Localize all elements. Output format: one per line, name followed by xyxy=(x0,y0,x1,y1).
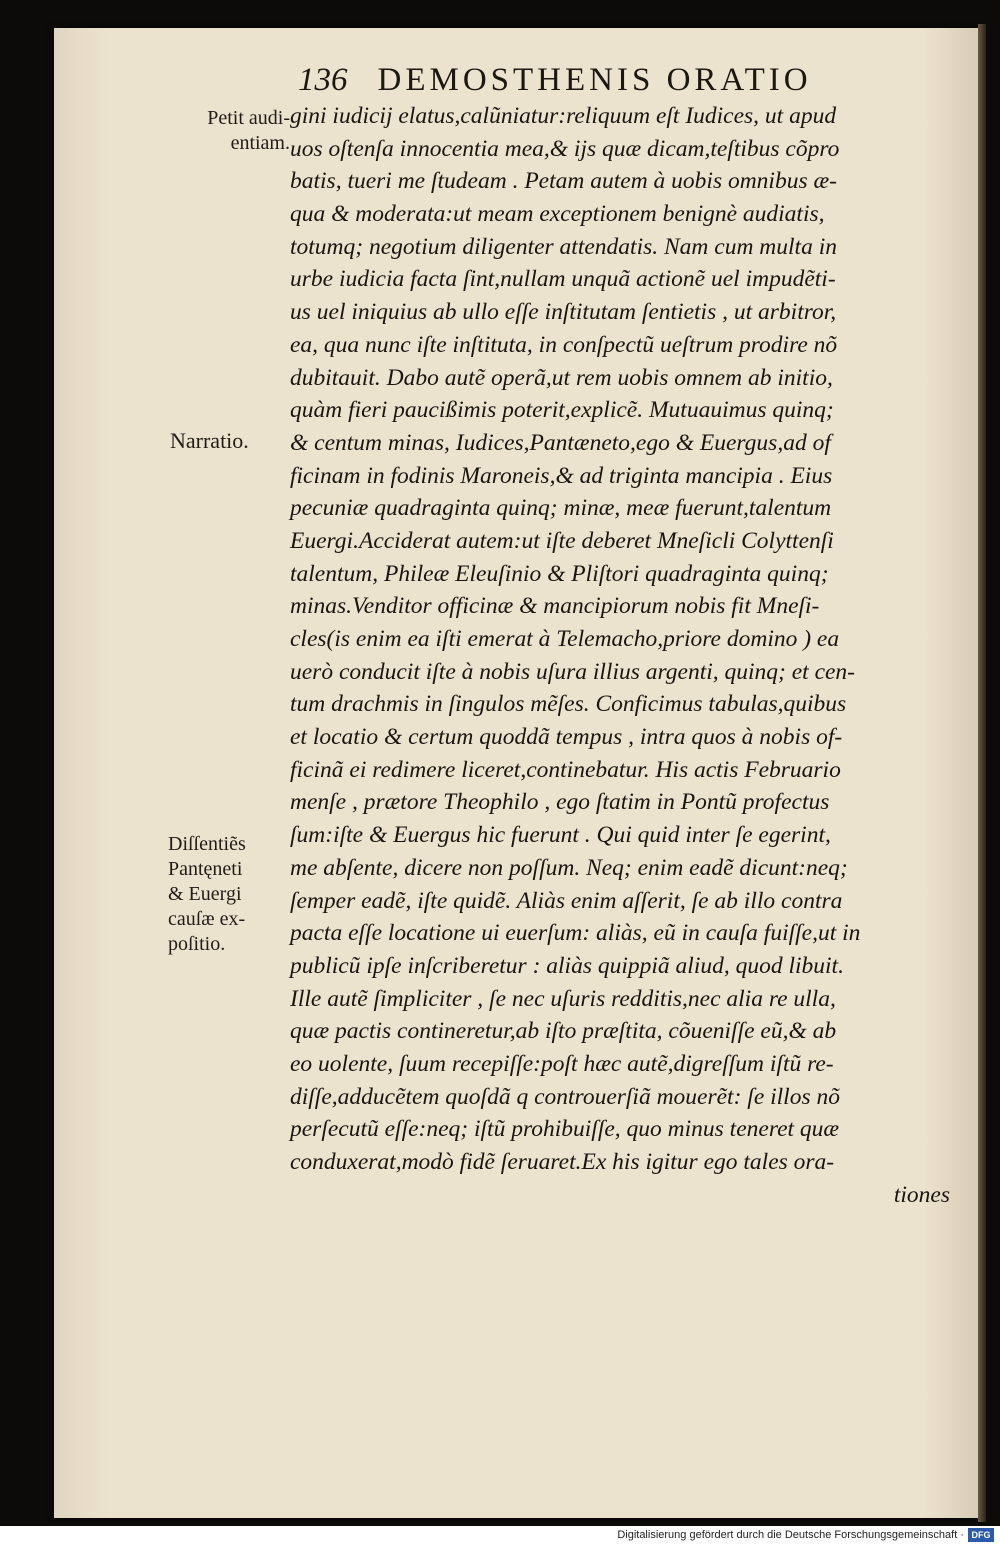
page-edge xyxy=(978,24,986,1522)
text-line: eo uolente, ſuum recepiſſe:poſt hæc autẽ,digreſſum iſtũ re- xyxy=(290,1050,834,1077)
margin-note-line: & Euergi xyxy=(168,883,242,905)
text-line: qua & moderata:ut meam exceptionem benignè audiatis, xyxy=(290,201,825,228)
text-line: dubitauit. Dabo autẽ operã,ut rem uobis omnem ab initio, xyxy=(290,364,833,391)
margin-note-line: Pantęneti xyxy=(168,858,243,880)
margin-note-petit xyxy=(172,106,290,156)
text-line: Euergi.Acciderat autem:ut iſte deberet Mneſicli Colyttenſi xyxy=(290,527,834,554)
text-line: ea, qua nunc iſte inſtituta, in conſpectũ ueſtrum prodire nõ xyxy=(290,331,838,358)
text-line: & centum minas, Iudices,Pantæneto,ego & Euergus,ad of xyxy=(290,429,831,456)
text-line: minas.Venditor officinæ & mancipiorum nobis fit Mneſi- xyxy=(290,593,820,620)
text-line: urbe iudicia facta ſint,nullam unquã actionẽ uel impudẽti- xyxy=(290,266,836,293)
text-line: perſecutũ eſſe:neq; iſtũ prohibuiſſe, quo minus teneret quæ xyxy=(290,1116,840,1143)
text-line: quàm fieri paucißimis poterit,explicẽ. Mutuauimus quinq; xyxy=(290,397,834,424)
catchword: tiones xyxy=(893,1181,950,1208)
text-line: talentum, Phileæ Eleuſinio & Pliſtori quadraginta quinq; xyxy=(290,560,829,587)
text-line: pecuniæ quadraginta quinq; minæ, meæ fuerunt,talentum xyxy=(290,495,832,522)
text-line: cles(is enim ea iſti emerat à Telemacho,priore domino ) ea xyxy=(290,626,840,652)
text-line: publicũ ipſe inſcriberetur : aliàs quippiã aliud, quod libuit. xyxy=(290,952,844,979)
text-line: uos oſtenſa innocentia mea,& ijs quæ dicam,teſtibus cõpro xyxy=(290,135,840,162)
dfg-logo-icon: DFG xyxy=(968,1528,994,1542)
text-line: us uel iniquius ab ullo eſſe inſtitutam ſentietis , ut arbitror, xyxy=(290,299,837,326)
text-line: ſum:iſte & Euergus hic fuerunt . Qui quid inter ſe egerint, xyxy=(290,822,831,849)
margin-note-line: Narratio. xyxy=(170,428,249,453)
text-line: ficinã ei redimere liceret,continebatur. His actis Februario xyxy=(290,756,841,783)
body-text xyxy=(290,100,950,1211)
margin-note-line: Petit audi- xyxy=(207,107,290,129)
text-line: batis, tueri me ſtudeam . Petam autem à uobis omnibus æ- xyxy=(290,168,837,195)
text-line: ficinam in fodinis Maroneis,& ad triginta mancipia . Eius xyxy=(290,462,833,489)
running-head xyxy=(298,62,812,99)
margin-note-narratio xyxy=(170,428,249,453)
text-line: quæ pactis contineretur,ab iſto præſtita, cõueniſſe eũ,& ab xyxy=(290,1018,837,1045)
text-line: pacta eſſe locatione ui euerſum: aliàs, eũ in cauſa fuiſſe,ut in xyxy=(290,920,861,947)
margin-note-dissentiae xyxy=(168,832,246,957)
margin-note-line: Diſſentiẽs xyxy=(168,833,246,855)
running-title: DEMOSTHENIS ORATIO xyxy=(377,62,812,98)
footer-credit: Digitalisierung gefördert durch die Deutsche Forschungsgemeinschaft · xyxy=(617,1529,964,1541)
text-line: et locatio & certum quoddã tempus , intra quos à nobis of- xyxy=(290,724,843,751)
text-line: uerò conducit iſte à nobis uſura illius argenti, quinq; et cen- xyxy=(290,658,856,685)
text-line: ſemper eadẽ, iſte quidẽ. Aliàs enim aſſerit, ſe ab illo contra xyxy=(290,887,843,914)
text-line: gini iudicij elatus,calũniatur:reliquum eſt Iudices, ut apud xyxy=(290,103,837,129)
page-number: 136 xyxy=(298,62,348,98)
margin-note-line: poſitio. xyxy=(168,933,226,955)
text-line: conduxerat,modò fidẽ ſeruaret.Ex his igitur ego tales ora- xyxy=(290,1149,835,1175)
text-line: me abſente, dicere non poſſum. Neq; enim eadẽ dicunt:neq; xyxy=(290,854,848,881)
margin-note-line: entiam. xyxy=(230,132,290,154)
text-line: diſſe,adducẽtem quoſdã q controuerſiã mouerẽt: ſe illos nõ xyxy=(290,1083,840,1110)
text-line: menſe , prætore Theophilo , ego ſtatim in Pontũ profectus xyxy=(290,789,830,816)
text-line: tum drachmis in ſingulos mẽſes. Conficimus tabulas,quibus xyxy=(290,691,847,718)
text-line: totumq; negotium diligenter attendatis. Nam cum multa in xyxy=(290,233,837,260)
margin-note-line: cauſæ ex- xyxy=(168,908,246,930)
text-line: Ille autẽ ſimpliciter , ſe nec uſuris redditis,nec alia re ulla, xyxy=(290,985,836,1012)
